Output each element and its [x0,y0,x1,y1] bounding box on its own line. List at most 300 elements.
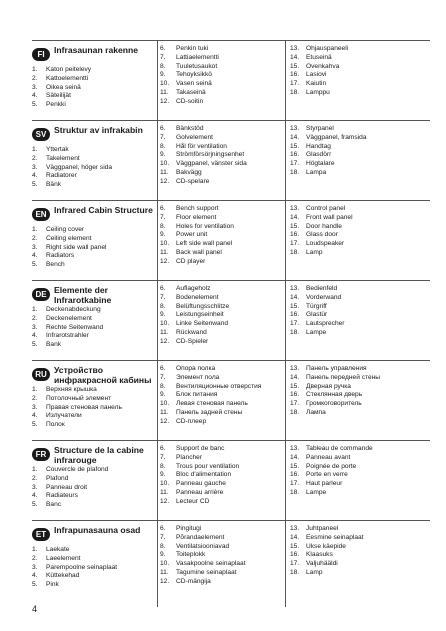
list-item [32,172,157,181]
list-item [160,454,285,463]
item-number: 16. [290,311,300,319]
item-label: Lampe [306,488,327,496]
item-label: Left side wall panel [176,240,233,248]
item-label: Излучатели [46,412,82,420]
item-label: Support de banc [176,445,225,452]
list-item [290,383,430,392]
list-item [290,374,430,383]
item-number: 6. [160,525,166,532]
list-item [160,223,285,232]
list-item [160,54,285,63]
item-number: 10. [160,240,170,248]
item-label: Infrarotstrahler [46,332,89,340]
list-item [160,480,285,489]
list-item [290,480,430,489]
item-label: Golvelement [176,133,214,141]
list-item [160,498,285,507]
item-number: 7. [160,53,166,61]
list-item [290,63,430,72]
item-label: Панель задней стены [176,408,243,416]
item-number: 9. [160,231,166,239]
item-number: 1. [32,386,38,393]
item-number: 16. [290,231,300,239]
list-item [290,329,430,338]
item-number: 6. [160,45,166,52]
item-label: Блок питания [176,391,218,399]
item-label: Poignée de porte [306,462,357,470]
item-label: Lecteur CD [176,497,210,505]
item-label: Deckenelement [46,314,92,322]
item-number: 11. [160,408,169,416]
list-item [32,501,157,510]
item-label: Левая стеновая панель [176,400,248,408]
list-item [160,134,285,143]
item-label: Громкоговоритель [306,400,362,408]
list-item [160,45,285,54]
list-item [290,454,430,463]
list-item [290,231,430,240]
column-divider [285,281,286,367]
item-number: 17. [290,320,300,328]
item-number: 6. [160,445,166,452]
list-item [32,492,157,501]
list-item [160,311,285,320]
parts-list-col1 [32,306,157,350]
item-number: 5. [32,581,38,589]
list-item [32,92,157,101]
item-number: 4. [32,172,38,180]
list-item [290,551,430,560]
item-number: 7. [160,453,166,461]
list-item [32,332,157,341]
list-item [290,134,430,143]
item-label: Bodenelement [176,293,219,301]
item-number: 12. [160,257,170,265]
list-item [32,235,157,244]
item-label: Eesmine seinaplaat [306,533,364,541]
list-item [160,374,285,383]
item-label: Penkin tuki [176,45,209,52]
list-item [32,581,157,590]
item-number: 2. [32,234,38,242]
item-number: 2. [32,74,38,82]
item-label: Katon peitelevy [46,66,92,73]
list-item [160,80,285,89]
list-item [290,311,430,320]
item-number: 6. [160,125,166,132]
list-item [290,80,430,89]
item-label: Oikea seinä [46,83,81,91]
item-label: Tehoyksikkö [176,71,212,79]
parts-list-col1 [32,66,157,110]
item-label: Стеклянная дверь [306,391,363,399]
item-number: 8. [160,382,166,390]
item-number: 2. [32,394,38,402]
item-number: 5. [32,501,38,509]
item-number: 14. [290,533,300,541]
list-item [290,54,430,63]
item-label: Tagumine seinaplaat [176,568,237,576]
list-item [290,471,430,480]
parts-list-col3 [290,45,430,98]
item-label: Lattiaelementti [176,53,219,61]
item-label: Lautsprecher [306,320,345,328]
item-number: 13. [290,525,300,532]
list-item [160,205,285,214]
list-item [160,525,285,534]
item-label: Plafond [46,474,69,482]
list-item [160,71,285,80]
list-item [290,409,430,418]
item-label: Yttertak [46,146,69,153]
item-label: Right side wall panel [46,243,107,251]
item-label: Handtag [306,142,331,150]
list-item [290,249,430,258]
item-label: Belüftungsschlitze [176,302,230,310]
list-item [32,466,157,475]
parts-list-col2 [160,445,285,507]
item-label: Ceiling cover [46,226,85,233]
item-number: 15. [290,302,300,310]
item-label: Holes for ventilation [176,222,234,230]
item-label: Lasiovi [306,71,327,79]
parts-list-col2 [160,285,285,347]
item-label: Küttekehad [46,572,80,580]
list-item [32,181,157,190]
language-code-badge: RU [32,368,50,381]
section-title: Infrared Cabin Structure [54,205,153,215]
item-label: Parempoolne seinaplaat [46,563,118,571]
item-number: 18. [290,88,300,96]
list-item [290,560,430,569]
language-section-sv [32,120,430,205]
item-label: Ohjauspaneeli [306,45,349,52]
item-number: 3. [32,483,38,491]
item-label: Ovenkahva [306,62,340,70]
item-number: 10. [160,320,170,328]
item-label: Radiatorer [46,172,77,180]
item-number: 2. [32,554,38,562]
list-item [32,261,157,270]
list-item [160,169,285,178]
item-label: Rechte Seitenwand [46,323,104,331]
item-number: 14. [290,453,300,461]
item-label: Auflageholz [176,285,211,292]
item-number: 1. [32,146,38,153]
list-item [160,365,285,374]
item-number: 16. [290,71,300,79]
item-number: 1. [32,66,38,73]
item-number: 7. [160,533,166,541]
list-item [32,484,157,493]
list-item [160,303,285,312]
list-item [290,569,430,578]
item-label: Strömförsörjningsenhet [176,151,245,159]
column-divider [285,521,286,607]
language-code-badge: FR [32,448,50,461]
section-title: Устройство инфракрасной кабины [54,365,152,385]
list-item [160,98,285,107]
list-item [160,445,285,454]
item-label: Панель управления [306,365,367,372]
item-label: Потолочный элемент [46,394,112,402]
item-number: 10. [160,160,170,168]
item-number: 8. [160,302,166,310]
item-number: 11. [160,328,169,336]
list-item [290,445,430,454]
item-label: Säteilijät [46,92,71,100]
list-item [32,572,157,581]
list-item [290,285,430,294]
list-item [290,365,430,374]
list-item [160,178,285,187]
list-item [290,391,430,400]
item-number: 10. [160,480,170,488]
list-item [32,155,157,164]
item-number: 15. [290,542,300,550]
item-number: 4. [32,92,38,100]
list-item [32,395,157,404]
parts-list-col1 [32,466,157,510]
item-label: Lampa [306,168,327,176]
list-item [290,151,430,160]
list-item [160,383,285,392]
list-item [160,543,285,552]
language-section-ru [32,360,430,445]
item-number: 17. [290,560,300,568]
item-label: Bench support [176,205,219,212]
item-number: 8. [160,142,166,150]
item-label: Kattoelementti [46,74,89,82]
parts-list-col3 [290,525,430,578]
item-label: Вентиляционные отверстия [176,382,262,390]
item-label: Porte en verre [306,471,348,479]
parts-list-col2 [160,125,285,187]
item-label: Glass door [306,231,338,239]
item-label: Back wall panel [176,248,222,256]
list-item [290,543,430,552]
item-number: 17. [290,240,300,248]
list-item [290,400,430,409]
list-item [160,400,285,409]
item-label: Lampe [306,328,327,336]
item-label: Klaasuks [306,551,333,559]
list-item [32,164,157,173]
item-label: Juhtpaneel [306,525,339,532]
item-number: 9. [160,391,166,399]
item-number: 8. [160,62,166,70]
item-number: 16. [290,471,300,479]
item-label: Banc [46,501,62,509]
list-item [290,223,430,232]
list-item [32,421,157,430]
list-item [32,412,157,421]
item-label: Ventilatsiooniavad [176,542,230,550]
item-number: 4. [32,572,38,580]
list-item [290,214,430,223]
item-label: Vasakpoolne seinaplaat [176,560,246,568]
item-number: 18. [290,488,300,496]
item-label: Tuuletusaukot [176,62,218,70]
list-item [290,303,430,312]
parts-list-col3 [290,205,430,258]
item-number: 6. [160,365,166,372]
item-label: Glastür [306,311,328,319]
list-item [290,160,430,169]
list-item [160,258,285,267]
list-item [32,546,157,555]
list-item [32,84,157,93]
list-item [290,240,430,249]
list-item [160,151,285,160]
language-code-badge: ET [32,528,50,541]
list-item [160,89,285,98]
item-label: Põrandaelement [176,533,225,541]
item-number: 6. [160,205,166,212]
language-code-badge: EN [32,208,50,221]
item-number: 16. [290,551,300,559]
item-number: 12. [160,417,170,425]
item-label: Glasdörr [306,151,332,159]
item-number: 16. [290,391,300,399]
list-item [32,555,157,564]
item-number: 14. [290,293,300,301]
item-number: 18. [290,408,300,416]
item-number: 12. [160,577,170,585]
item-number: 15. [290,382,300,390]
item-label: Bakvägg [176,168,202,176]
item-label: Door handle [306,222,342,230]
item-label: Ceiling element [46,234,92,242]
item-number: 18. [290,568,300,576]
list-item [160,125,285,134]
list-item [160,143,285,152]
item-number: 18. [290,328,300,336]
column-divider [285,41,286,127]
item-number: 18. [290,248,300,256]
item-number: 14. [290,213,300,221]
item-number: 9. [160,471,166,479]
language-section-de [32,280,430,365]
list-item [32,306,157,315]
item-number: 15. [290,142,300,150]
parts-list-col2 [160,45,285,107]
list-item [160,338,285,347]
item-number: 16. [290,151,300,159]
item-label: Valjuhääldi [306,560,338,568]
item-label: Pink [46,581,59,589]
item-number: 8. [160,542,166,550]
list-item [160,63,285,72]
item-label: Hål för ventilation [176,142,227,150]
item-label: Deckenabdeckung [46,306,101,313]
parts-list-col3 [290,365,430,418]
item-label: Väggpanel, vänster sida [176,160,247,168]
item-number: 3. [32,323,38,331]
item-label: CD-плеер [176,417,207,425]
item-label: Tableau de commande [306,445,373,452]
list-item [160,240,285,249]
item-number: 7. [160,293,166,301]
item-label: Linke Seitenwand [176,320,229,328]
list-item [160,409,285,418]
item-label: Bank [46,341,62,349]
list-item [160,569,285,578]
item-number: 3. [32,243,38,251]
language-code-badge: SV [32,128,50,141]
parts-list-col3 [290,445,430,498]
item-label: CD-spelare [176,177,210,185]
list-item [32,341,157,350]
list-item [290,489,430,498]
item-number: 13. [290,125,300,132]
item-number: 13. [290,445,300,452]
item-number: 15. [290,222,300,230]
item-number: 7. [160,213,166,221]
item-number: 17. [290,480,300,488]
item-number: 14. [290,133,300,141]
item-number: 13. [290,45,300,52]
item-label: Панель передней стены [306,373,380,381]
list-item [290,320,430,329]
item-number: 15. [290,62,300,70]
column-divider [285,121,286,207]
item-label: Дверная ручка [306,382,351,390]
column-divider [285,201,286,287]
list-item [32,146,157,155]
item-label: CD player [176,257,206,265]
item-number: 11. [160,248,169,256]
item-number: 10. [160,80,170,88]
item-label: Опора полка [176,365,216,372]
section-title: Structure de la cabine infrarouge [54,445,144,465]
item-label: CD-soitin [176,97,204,105]
item-number: 18. [290,168,300,176]
list-item [160,463,285,472]
list-item [32,564,157,573]
list-item [160,560,285,569]
item-label: Ukse käepide [306,542,346,550]
section-title: Infrasaunan rakenne [54,45,139,55]
item-label: Bloc d'alimentation [176,471,232,479]
item-label: Väggpanel, höger sida [46,163,112,171]
item-label: Panneau avant [306,453,351,461]
item-label: Rückwand [176,328,207,336]
item-number: 5. [32,421,38,429]
list-item [290,45,430,54]
list-item [290,169,430,178]
list-item [32,226,157,235]
item-label: Leistungseinheit [176,311,224,319]
list-item [32,66,157,75]
item-label: Radiators [46,252,75,260]
item-number: 12. [160,177,170,185]
list-item [32,315,157,324]
list-item [32,101,157,110]
parts-list-col1 [32,146,157,190]
list-item [32,252,157,261]
parts-list-col1 [32,386,157,430]
item-number: 4. [32,492,38,500]
item-number: 9. [160,71,166,79]
section-title: Struktur av infrakabin [54,125,143,135]
section-title: Elemente der Infrarotkabine [54,285,112,305]
list-item [32,244,157,253]
item-label: Loudspeaker [306,240,345,248]
list-item [290,294,430,303]
list-item [290,525,430,534]
item-label: Элемент пола [176,373,220,381]
